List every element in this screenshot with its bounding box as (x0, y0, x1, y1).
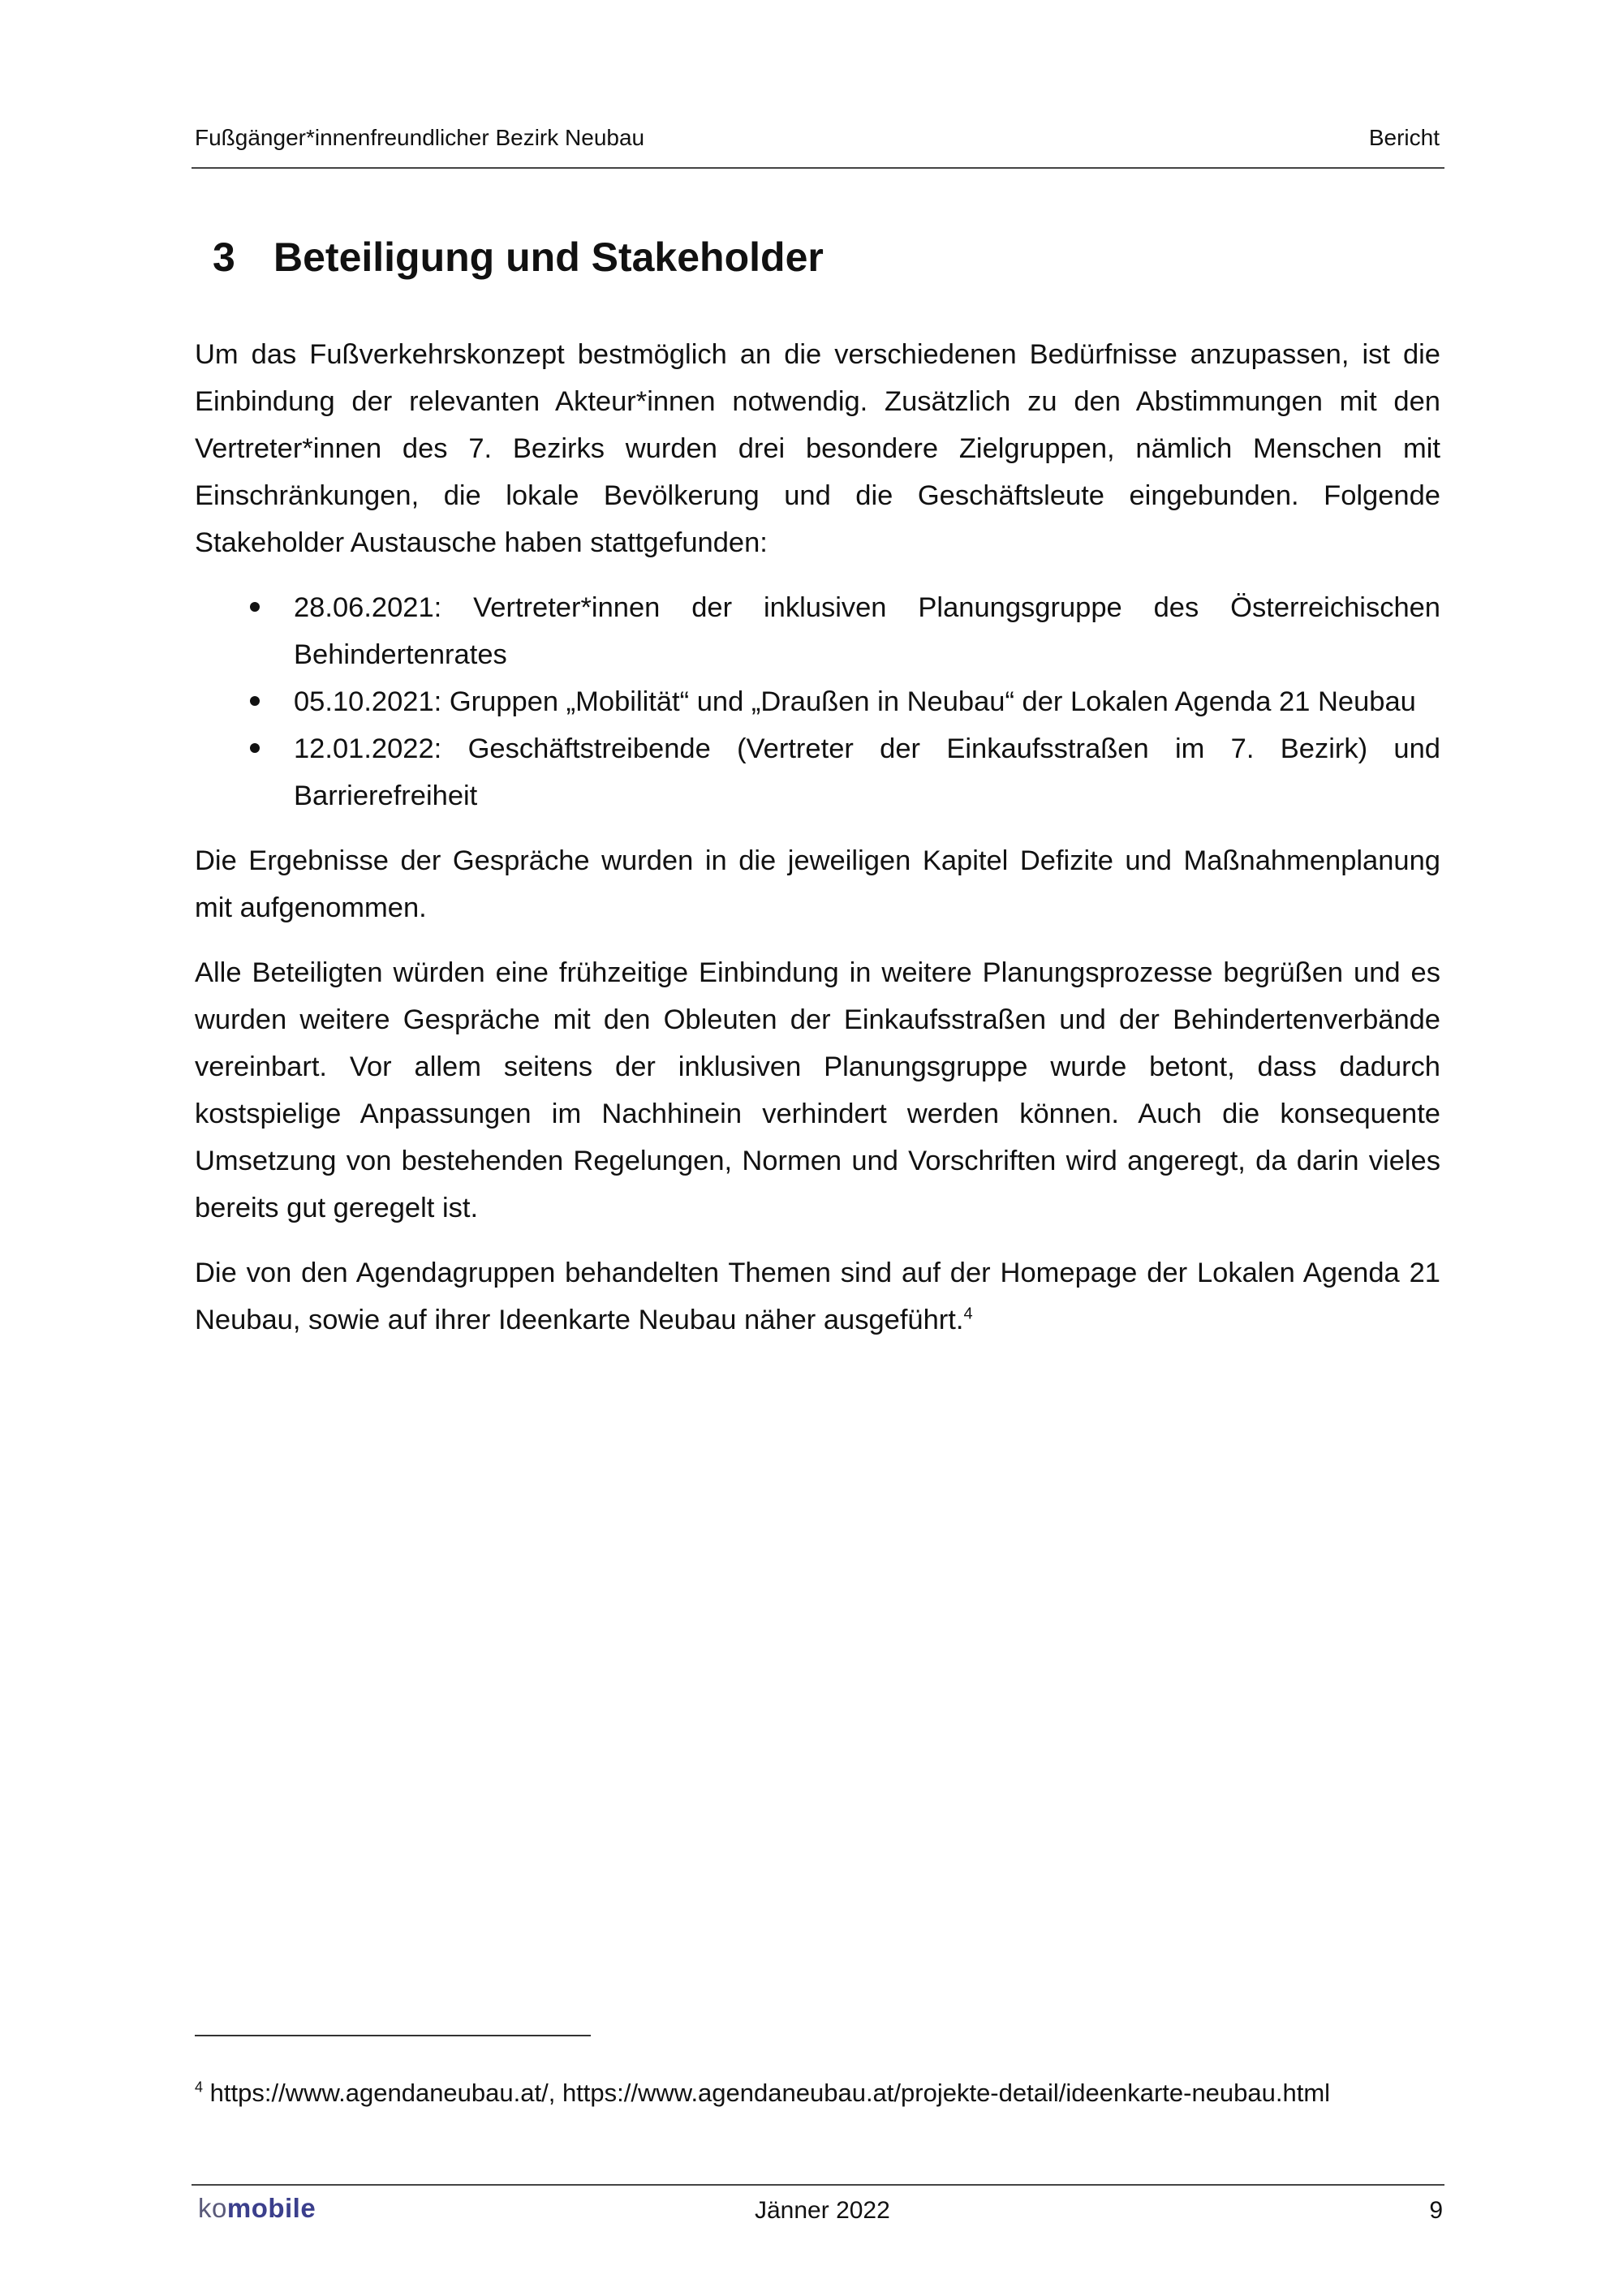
body-text (195, 331, 1440, 1361)
bullet-icon (250, 743, 260, 753)
section-heading (213, 234, 824, 281)
footer-divider (192, 2184, 1444, 2186)
list-item (195, 584, 1440, 678)
list-item (195, 678, 1440, 725)
list-item-text: 05.10.2021: Gruppen „Mobilität“ und „Draußen in Neubau“ der Lokalen Agenda 21 Neubau (294, 686, 1416, 717)
list-item (195, 725, 1440, 819)
footnote-links[interactable]: https://www.agendaneubau.at/, https://www.agendaneubau.at/projekte-detail/ideenkarte-neubau.html (209, 2079, 1331, 2107)
header-document-title: Fußgänger*innenfreundlicher Bezirk Neubau (195, 125, 645, 150)
results-paragraph: Die Ergebnisse der Gespräche wurden in die jeweiligen Kapitel Defizite und Maßnahmenplanung mit aufgenommen. (195, 845, 1440, 923)
komobile-logo: komobile (198, 2193, 316, 2223)
page-header (192, 122, 1444, 169)
intro-paragraph: Um das Fußverkehrskonzept bestmöglich an die verschiedenen Bedürfnisse anzupassen, ist die Einbindung der relevanten Akteur*innen notwendig. Zusätzlich zu den Abstimmungen mit den Vertreter*innen des 7. Bezirks wurden drei besondere Zielgruppen, nämlich Menschen mit Einschränkungen, die lokale Bevölkerung und die Geschäftsleute eingebunden. Folgende Stakeholder Austausche haben stattgefunden: (195, 339, 1440, 558)
section-title: Beteiligung und Stakeholder (273, 234, 824, 280)
footnote (195, 2079, 1330, 2108)
agenda-paragraph (195, 1249, 1440, 1344)
agenda-paragraph-text: Die von den Agendagruppen behandelten Themen sind auf der Homepage der Lokalen Agenda 21 Neubau, sowie auf ihrer Ideenkarte Neubau näher ausgeführt. (195, 1258, 1440, 1335)
list-item-text: 28.06.2021: Vertreter*innen der inklusiven Planungsgruppe des Österreichischen Behindertenrates (294, 592, 1440, 670)
participants-paragraph: Alle Beteiligten würden eine frühzeitige Einbindung in weitere Planungsprozesse begrüßen und es wurden weitere Gespräche mit den Obleuten der Einkaufsstraßen und der Behindertenverbände vereinbart. Vor allem seitens der inklusiven Planungsgruppe wurde betont, dass dadurch kostspielige Anpassungen im Nachhinein verhindert werden können. Auch die konsequente Umsetzung von bestehenden Regelungen, Normen und Vorschriften wird angeregt, da darin vieles bereits gut geregelt ist. (195, 957, 1440, 1223)
footnote-divider (195, 2035, 591, 2036)
footnote-marker: 4 (195, 2079, 204, 2096)
footer-date: Jänner 2022 (755, 2197, 890, 2224)
header-report-label: Bericht (1368, 125, 1440, 150)
bullet-icon (250, 602, 260, 612)
list-item-text: 12.01.2022: Geschäftstreibende (Vertreter der Einkaufsstraßen im 7. Bezirk) und Barrierefreiheit (294, 733, 1440, 811)
bullet-icon (250, 696, 260, 706)
stakeholder-list (195, 584, 1440, 819)
footnote-reference[interactable]: 4 (963, 1305, 973, 1323)
page-number: 9 (1429, 2197, 1443, 2224)
section-number: 3 (213, 234, 235, 280)
